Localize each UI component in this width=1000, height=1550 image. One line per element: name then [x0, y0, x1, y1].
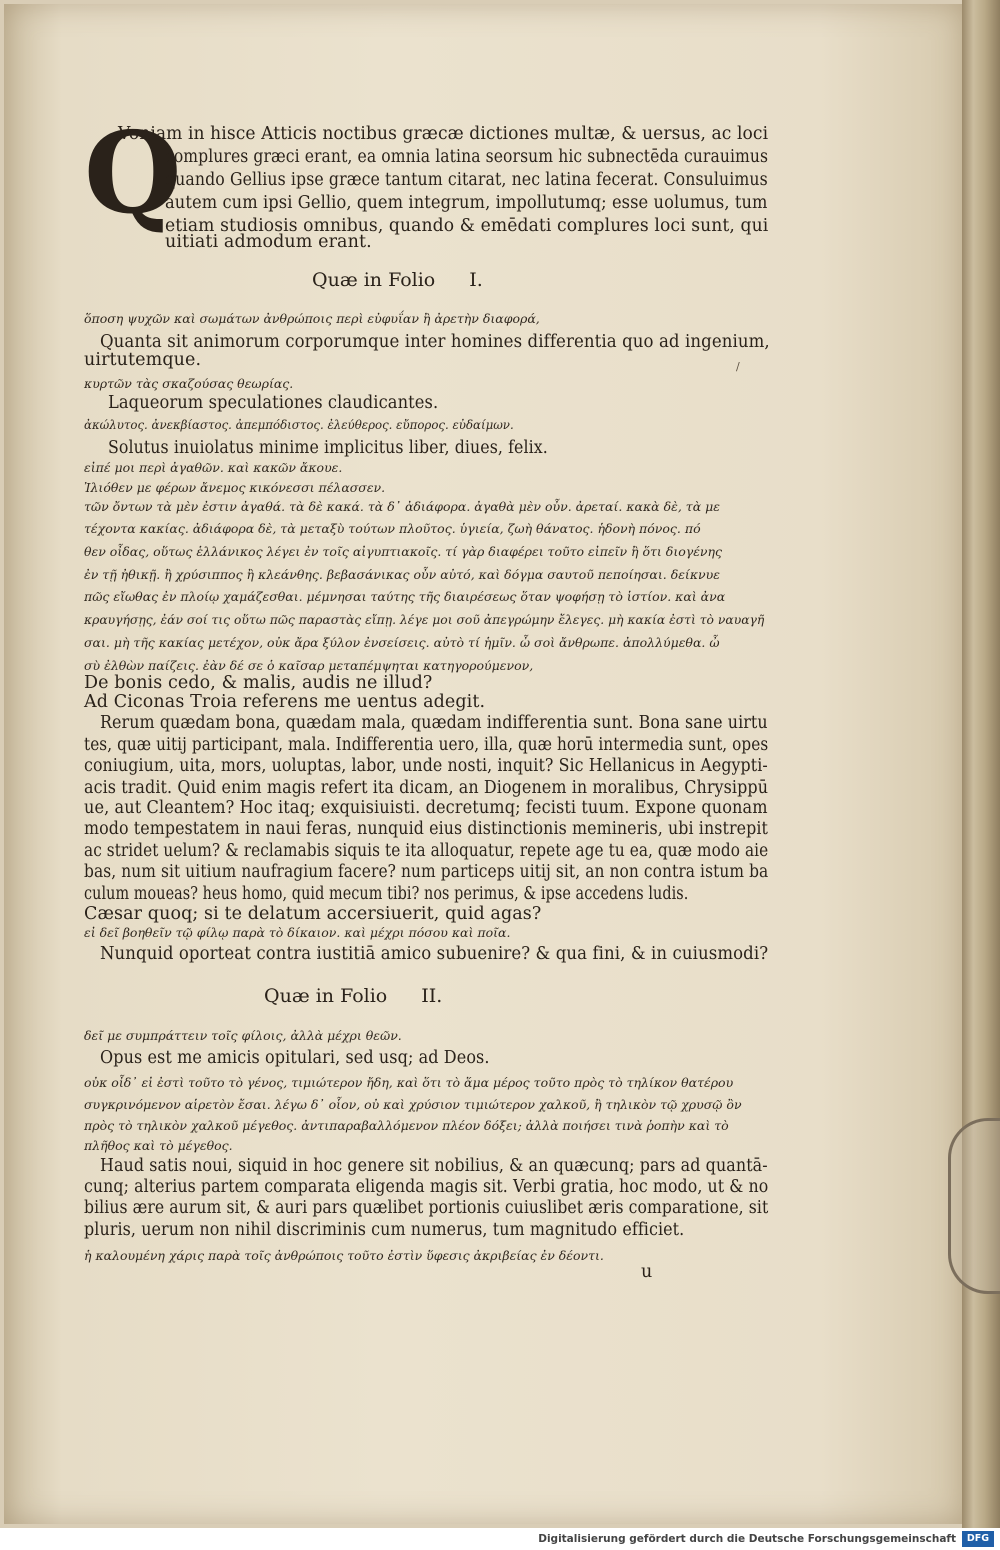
greek-line: εἰ δεῖ βοηθεῖν τῷ φίλῳ παρὰ τὸ δίκαιον. καὶ μέχρι πόσου καὶ ποῖα. — [84, 925, 511, 940]
latin-line: cunq; alterius partem comparata eligenda magis sit. Verbi gratia, hoc modo, ut & no — [84, 1177, 769, 1197]
section-heading — [264, 987, 442, 1006]
decorated-initial: Q — [84, 108, 182, 239]
margin-mark: / — [736, 360, 740, 373]
footer-bar — [0, 1528, 1000, 1550]
greek-line: εἰπέ μοι περὶ ἀγαθῶν. καὶ κακῶν ἄκουε. — [84, 460, 343, 475]
greek-line: πῶς εἴωθας ἐν πλοίῳ χαμάζεσθαι. μέμνησαι ταύτης τῆς διαιρέσεως ὅταν ψοφήσῃ τὸ ἱστίον. καὶ ἀνα — [84, 589, 726, 604]
heading-numeral: II. — [421, 985, 443, 1007]
greek-line: τῶν ὄντων τὰ μὲν ἐστιν ἀγαθά. τὰ δὲ κακά. τὰ δ᾽ ἀδιάφορα. ἀγαθὰ μὲν οὖν. ἀρεταί. κακὰ δὲ, τὰ με — [84, 499, 720, 514]
greek-line: ἀκώλυτος. ἀνεκβίαστος. ἀπεμπόδιστος. ἐλεύθερος. εὔπορος. εὐδαίμων. — [84, 417, 514, 432]
latin-line: Laqueorum speculationes claudicantes. — [108, 393, 439, 413]
latin-line: culum moueas? heus homo, quid mecum tibi? nos perimus, & ipse accedens ludis. — [84, 884, 689, 904]
latin-line: Haud satis noui, siquid in hoc genere sit nobilius, & an quæcunq; pars ad quantā- — [100, 1156, 768, 1176]
preface-line: etiam studiosis omnibus, quando & emēdati complures loci sunt, qui — [165, 216, 769, 236]
greek-line: ἡ καλουμένη χάρις παρὰ τοῖς ἀνθρώποις τοῦτο ἐστὶν ὕφεσις ἀκριβείας ἐν δέοντι. — [84, 1248, 604, 1263]
preface-line: Voniam in hisce Atticis noctibus græcæ dictiones multæ, & uersus, ac loci — [118, 124, 769, 144]
preface-line: quando Gellius ipse græce tantum citarat, nec latina fecerat. Consuluimus — [165, 170, 768, 190]
latin-line: acis tradit. Quid enim magis refert ita dicam, an Diogenem in moralibus, Chrysippū — [84, 778, 769, 798]
greek-line: δεῖ με συμπράττειν τοῖς φίλοις, ἀλλὰ μέχρι θεῶν. — [84, 1028, 402, 1043]
greek-line: σαι. μὴ τῆς κακίας μετέχον, οὐκ ἄρα ξύλον ἐνσείσεις. αὐτὸ τί ἡμῖν. ὦ σοὶ ἄνθρωπε. ἀπολλύμεθα. ὦ — [84, 635, 720, 650]
greek-line: θεν οἶδας, οὕτως ἑλλάνικος λέγει ἐν τοῖς αἰγυπτιακοῖς. τί γὰρ διαφέρει τοῦτο εἰπεῖν ἢ ὅτι διογένης — [84, 544, 723, 559]
latin-line: bilius ære aurum sit, & auri pars quælibet portionis cuiuslibet æris comparatione, sit — [84, 1198, 769, 1218]
greek-line: τέχοντα κακίας. ἀδιάφορα δὲ, τὰ μεταξὺ τούτων πλοῦτος. ὑγιεία, ζωὴ θάνατος. ἡδονὴ πόνος. πό — [84, 521, 701, 536]
heading-numeral: I. — [469, 269, 483, 291]
latin-line: tes, quæ uitij participant, mala. Indifferentia uero, illa, quæ horū intermedia sunt, opes — [84, 735, 769, 755]
latin-line: Nunquid oporteat contra iustitiā amico subuenire? & qua fini, & in cuiusmodi? — [100, 944, 769, 964]
latin-line: modo tempestatem in naui feras, nunquid eius distinctionis memineris, ubi instrepit — [84, 819, 768, 839]
latin-line: Rerum quædam bona, quædam mala, quædam indifferentia sunt. Bona sane uirtu — [100, 713, 768, 733]
latin-line: ue, aut Cleantem? Hoc itaq; exquisiuisti. decretumq; fecisti tuum. Expone quonam — [84, 798, 768, 818]
page-edge — [962, 0, 1000, 1528]
greek-line: ἐν τῇ ἠθικῇ. ἢ χρύσιππος ἢ κλεάνθης. βεβασάνικας οὖν αὐτό, καὶ δόγμα σαυτοῦ πεποίησαι. δείκνυε — [84, 567, 720, 582]
latin-line: bas, num sit uitium naufragium facere? num particeps uitij sit, an non contra istum ba — [84, 862, 769, 882]
heading-label: Quæ in Folio — [264, 985, 388, 1007]
latin-line: coniugium, uita, mors, uoluptas, labor, unde nosti, inquit? Sic Hellanicus in Aegypti- — [84, 756, 768, 776]
heading-label: Quæ in Folio — [312, 269, 436, 291]
preface-line: complures græci erant, ea omnia latina seorsum hic subnectēda curauimus — [165, 147, 769, 167]
latin-line: Cæsar quoq; si te delatum accersiuerit, quid agas? — [84, 904, 542, 924]
dfg-logo: DFG — [962, 1531, 994, 1547]
greek-line: κυρτῶν τὰς σκαζούσας θεωρίας. — [84, 376, 294, 391]
latin-line: Quanta sit animorum corporumque inter homines differentia quo ad ingenium, — [100, 332, 770, 352]
footer-credit: Digitalisierung gefördert durch die Deutsche Forschungsgemeinschaft — [538, 1533, 956, 1545]
latin-line: De bonis cedo, & malis, audis ne illud? — [84, 673, 433, 693]
greek-line: ὅποση ψυχῶν καὶ σωμάτων ἀνθρώποις περὶ εὐφυΐαν ἢ ἀρετὴν διαφορά, — [84, 311, 540, 326]
preface-line: autem cum ipsi Gellio, quem integrum, impollutumq; esse uolumus, tum — [165, 193, 768, 213]
latin-line: Opus est me amicis opitulari, sed usq; ad Deos. — [100, 1048, 490, 1068]
greek-line: πλῆθος καὶ τὸ μέγεθος. — [84, 1138, 233, 1153]
greek-line: Ἰλιόθεν με φέρων ἄνεμος κικόνεσσι πέλασσεν. — [84, 480, 386, 495]
greek-line: πρὸς τὸ τηλικὸν χαλκοῦ μέγεθος. ἀντιπαραβαλλόμενον πλέον δόξει; ἀλλὰ ποιήσει τινὰ ῥοπὴν καὶ τὸ — [84, 1118, 729, 1133]
latin-line: pluris, uerum non nihil discriminis cum numerus, tum magnitudo efficiet. — [84, 1220, 685, 1240]
preface-line: uitiati admodum erant. — [165, 232, 372, 252]
page-clip — [948, 1118, 1000, 1294]
greek-line: οὐκ οἶδ᾽ εἰ ἐστὶ τοῦτο τὸ γένος, τιμιώτερον ἤδη, καὶ ὅτι τὸ ἅμα μέρος τοῦτο πρὸς τὸ τηλίκον θατέρου — [84, 1075, 734, 1090]
greek-line: κραυγήσῃς, ἐάν σοί τις οὕτω πῶς παραστὰς εἴπῃ. λέγε μοι σοῦ ἀπεγρώμην ἔλεγες. μὴ κακία ἐστὶ τὸ ναυαγῆ — [84, 612, 765, 627]
catchword: u — [641, 1262, 653, 1282]
greek-line: σὺ ἐλθὼν παίζεις. ἐὰν δέ σε ὁ καῖσαρ μεταπέμψηται κατηγορούμενον, — [84, 658, 534, 673]
latin-line: Ad Ciconas Troia referens me uentus adegit. — [84, 692, 486, 712]
latin-line: ac stridet uelum? & reclamabis siquis te ita alloquatur, repete age tu ea, quæ modo aie — [84, 841, 769, 861]
latin-line: Solutus inuiolatus minime implicitus liber, diues, felix. — [108, 438, 548, 458]
latin-line: uirtutemque. — [84, 350, 202, 370]
section-heading — [312, 271, 483, 290]
greek-line: συγκρινόμενον αἱρετὸν ἔσαι. λέγω δ᾽ οἷον, οὐ καὶ χρύσιον τιμιώτερον χαλκοῦ, ἢ τηλικὸν τῷ χρυσῷ ὂν — [84, 1097, 742, 1112]
